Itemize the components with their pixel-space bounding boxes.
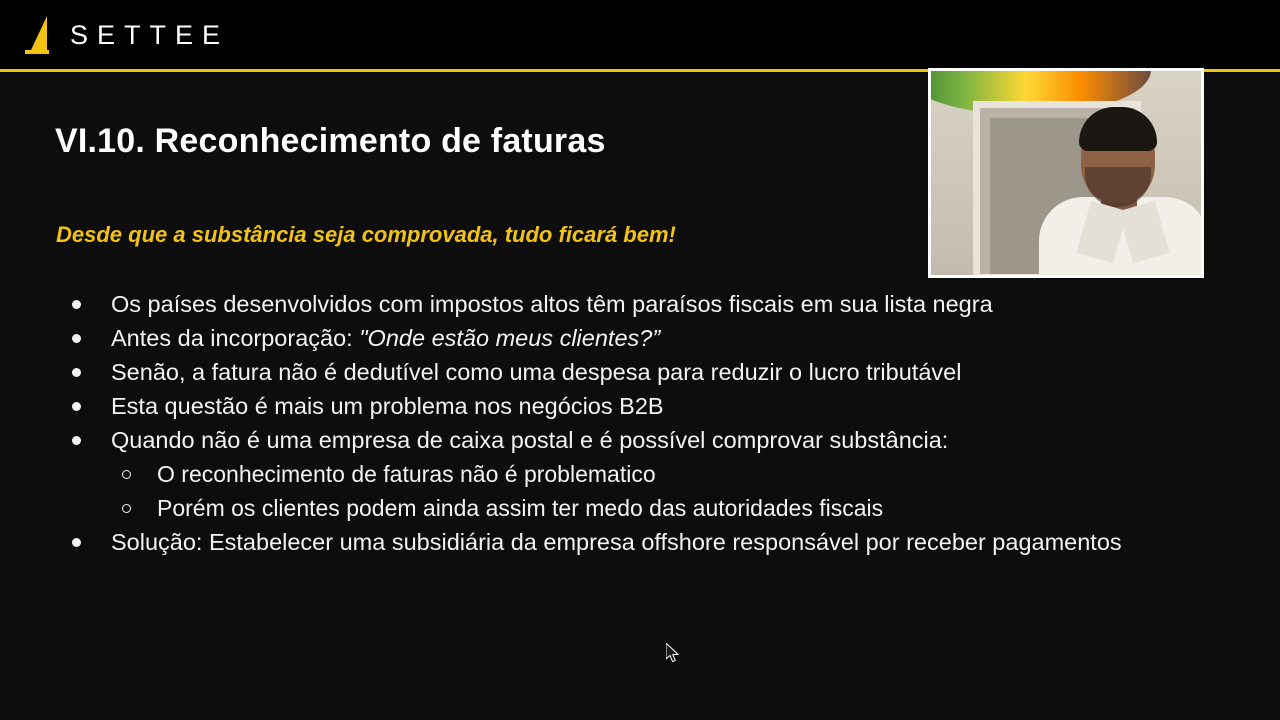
- list-item: [60, 525, 1220, 559]
- list-item-text: Quando não é uma empresa de caixa postal e é possível comprovar substância:: [111, 427, 949, 453]
- bullet-dot-icon: [72, 300, 81, 309]
- bullet-circle-icon: [122, 470, 131, 479]
- bullet-circle-icon: [122, 504, 131, 513]
- bullet-dot-icon: [72, 334, 81, 343]
- sail-logo-icon: [22, 14, 52, 56]
- slide-title: VI.10. Reconhecimento de faturas: [55, 122, 606, 160]
- list-item-text: Os países desenvolvidos com impostos altos têm paraísos fiscais em sua lista negra: [111, 291, 993, 317]
- list-item-text-lead: Antes da incorporação:: [111, 325, 360, 351]
- bullet-dot-icon: [72, 538, 81, 547]
- list-item-quote: "Onde estão meus clientes?”: [359, 325, 661, 351]
- slide-subtitle: Desde que a substância seja comprovada, tudo ficará bem!: [56, 222, 676, 247]
- list-item-text: Senão, a fatura não é dedutível como uma despesa para reduzir o lucro tributável: [111, 359, 962, 385]
- mouse-cursor-icon: [666, 643, 680, 663]
- bullet-dot-icon: [72, 436, 81, 445]
- bullet-list: [60, 287, 1220, 559]
- list-item-text: Esta questão é mais um problema nos negócios B2B: [111, 393, 664, 419]
- list-item: [60, 321, 1220, 355]
- presenter-video[interactable]: [928, 68, 1204, 278]
- list-item-text: [111, 321, 1220, 355]
- bullet-dot-icon: [72, 402, 81, 411]
- list-item: [60, 423, 1220, 457]
- bullet-dot-icon: [72, 368, 81, 377]
- list-item-text: Solução: Estabelecer uma subsidiária da empresa offshore responsável por receber pagamentos: [111, 529, 1122, 555]
- list-item: [60, 355, 1220, 389]
- brand-name: SETTEE: [70, 19, 230, 50]
- list-item: [60, 491, 1220, 525]
- list-item-text: O reconhecimento de faturas não é problematico: [157, 461, 656, 487]
- list-item: [60, 457, 1220, 491]
- list-item: [60, 389, 1220, 423]
- list-item: [60, 287, 1220, 321]
- list-item-text: Porém os clientes podem ainda assim ter medo das autoridades fiscais: [157, 495, 884, 521]
- brand-header: [0, 0, 1280, 70]
